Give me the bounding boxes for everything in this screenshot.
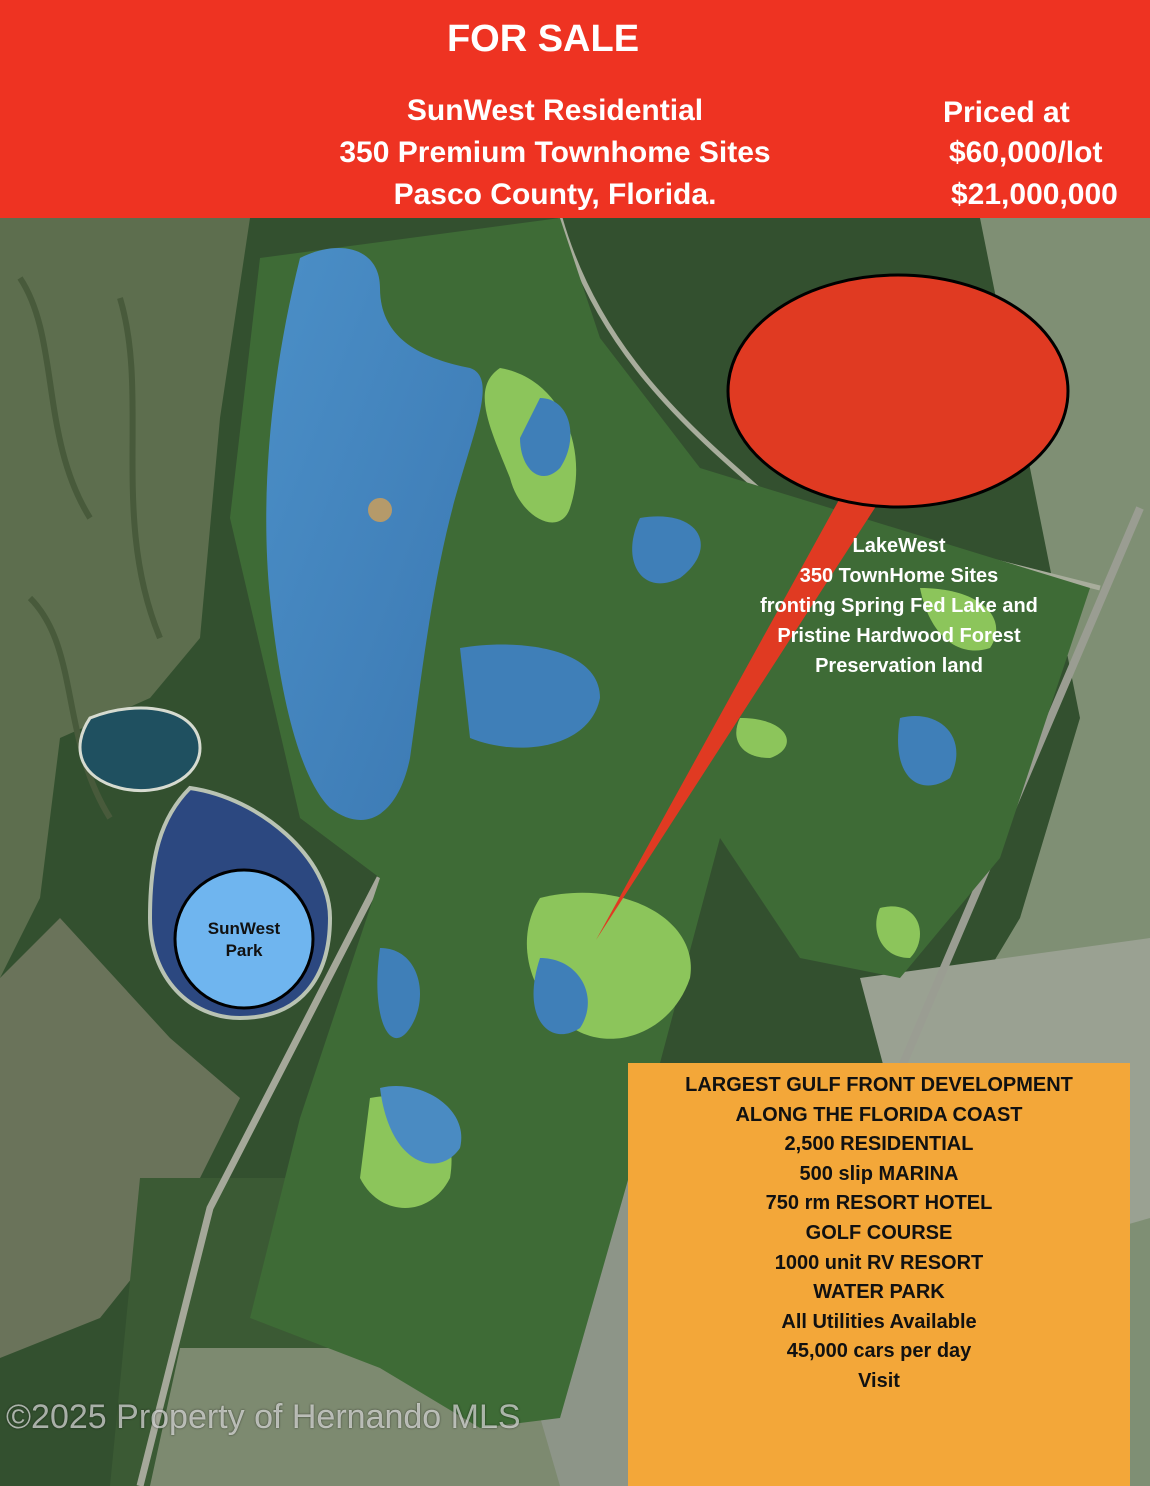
feature-line: 45,000 cars per day <box>786 1340 972 1363</box>
feature-line: GOLF COURSE <box>805 1221 953 1244</box>
callout-line: LakeWest <box>852 535 946 557</box>
park-label-line: Park <box>225 941 263 960</box>
feature-line: 1000 unit RV RESORT <box>774 1251 984 1274</box>
price-per-lot: $60,000/lot <box>949 136 1103 169</box>
project-name: SunWest Residential <box>406 94 704 127</box>
callout-line: Pristine Hardwood Forest <box>777 625 1021 647</box>
feature-line: 750 rm RESORT HOTEL <box>765 1192 993 1215</box>
feature-line: ALONG THE FLORIDA COAST <box>735 1103 1023 1126</box>
headline: FOR SALE <box>446 18 640 60</box>
feature-line: Visit <box>858 1369 900 1392</box>
callout-line: fronting Spring Fed Lake and <box>760 595 1038 617</box>
for-sale-banner <box>0 0 1150 218</box>
location: Pasco County, Florida. <box>393 178 717 211</box>
feature-line: 500 slip MARINA <box>799 1162 959 1185</box>
feature-line: All Utilities Available <box>781 1310 977 1333</box>
price-label: Priced at <box>943 96 1070 129</box>
total-price: $21,000,000 <box>951 178 1118 211</box>
feature-line: 2,500 RESIDENTIAL <box>784 1133 974 1156</box>
site-count: 350 Premium Townhome Sites <box>339 136 771 169</box>
features-box <box>628 1063 1130 1486</box>
park-label-line: SunWest <box>207 919 281 938</box>
callout-line: Preservation land <box>815 655 983 677</box>
lakewest-callout-text <box>732 531 1066 681</box>
sunwest-park-label <box>174 918 314 962</box>
quarry-pond <box>80 708 200 791</box>
callout-line: 350 TownHome Sites <box>799 565 999 587</box>
feature-line: LARGEST GULF FRONT DEVELOPMENT <box>685 1074 1073 1096</box>
feature-line: WATER PARK <box>813 1281 945 1304</box>
lakewest-callout-bubble <box>728 275 1068 507</box>
mls-watermark: ©2025 Property of Hernando MLS <box>6 1398 521 1436</box>
lake-island <box>368 498 392 522</box>
